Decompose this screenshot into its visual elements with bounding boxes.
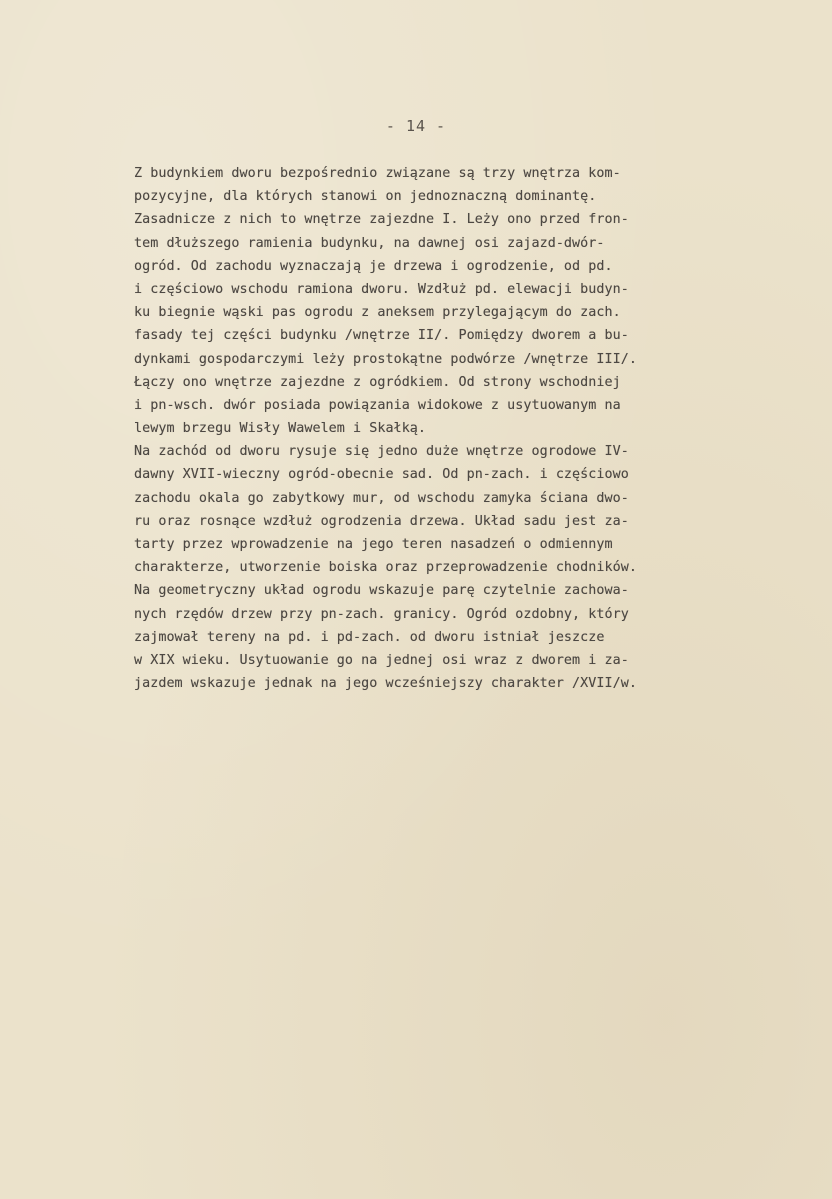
text-line: Na zachód od dworu rysuje się jedno duże wnętrze ogrodowe IV-: [134, 444, 629, 460]
text-line: w XIX wieku. Usytuowanie go na jednej osi wraz z dworem i za-: [134, 652, 629, 668]
text-line: dawny XVII-wieczny ogród-obecnie sad. Od pn-zach. i częściowo: [134, 467, 629, 483]
text-line: dynkami gospodarczymi leży prostokątne podwórze /wnętrze III/.: [134, 351, 637, 367]
text-line: lewym brzegu Wisły Wawelem i Skałką.: [134, 421, 427, 437]
text-line: pozycyjne, dla których stanowi on jednoznaczną dominantę.: [134, 189, 597, 205]
text-line: nych rzędów drzew przy pn-zach. granicy. Ogród ozdobny, który: [134, 606, 629, 622]
text-line: zajmował tereny na pd. i pd-zach. od dworu istniał jeszcze: [134, 629, 605, 645]
text-line: jazdem wskazuje jednak na jego wcześniejszy charakter /XVII/w.: [134, 676, 637, 692]
text-line: zachodu okala go zabytkowy mur, od wschodu zamyka ściana dwo-: [134, 490, 629, 506]
text-line: tem dłuższego ramienia budynku, na dawnej osi zajazd-dwór-: [134, 235, 605, 251]
text-line: fasady tej części budynku /wnętrze II/. Pomiędzy dworem a bu-: [134, 328, 629, 344]
text-line: ku biegnie wąski pas ogrodu z aneksem przylegającym do zach.: [134, 305, 621, 321]
text-line: Łączy ono wnętrze zajezdne z ogródkiem. Od strony wschodniej: [134, 374, 621, 390]
text-line: charakterze, utworzenie boiska oraz przeprowadzenie chodników.: [134, 560, 637, 576]
text-line: ogród. Od zachodu wyznaczają je drzewa i ogrodzenie, od pd.: [134, 258, 613, 274]
text-line: ru oraz rosnące wzdłuż ogrodzenia drzewa. Układ sadu jest za-: [134, 513, 629, 529]
text-line: Na geometryczny układ ogrodu wskazuje parę czytelnie zachowa-: [134, 583, 629, 599]
text-line: Zasadnicze z nich to wnętrze zajezdne I. Leży ono przed fron-: [134, 212, 629, 228]
text-line: i częściowo wschodu ramiona dworu. Wzdłuż pd. elewacji budyn-: [134, 281, 629, 297]
text-line: tarty przez wprowadzenie na jego teren nasadzeń o odmiennym: [134, 537, 613, 552]
text-line: i pn-wsch. dwór posiada powiązania widokowe z usytuowanym na: [134, 397, 621, 413]
body-text: [134, 162, 794, 695]
text-line: Z budynkiem dworu bezpośrednio związane są trzy wnętrza kom-: [134, 166, 621, 181]
page-number: - 14 -: [385, 117, 447, 135]
